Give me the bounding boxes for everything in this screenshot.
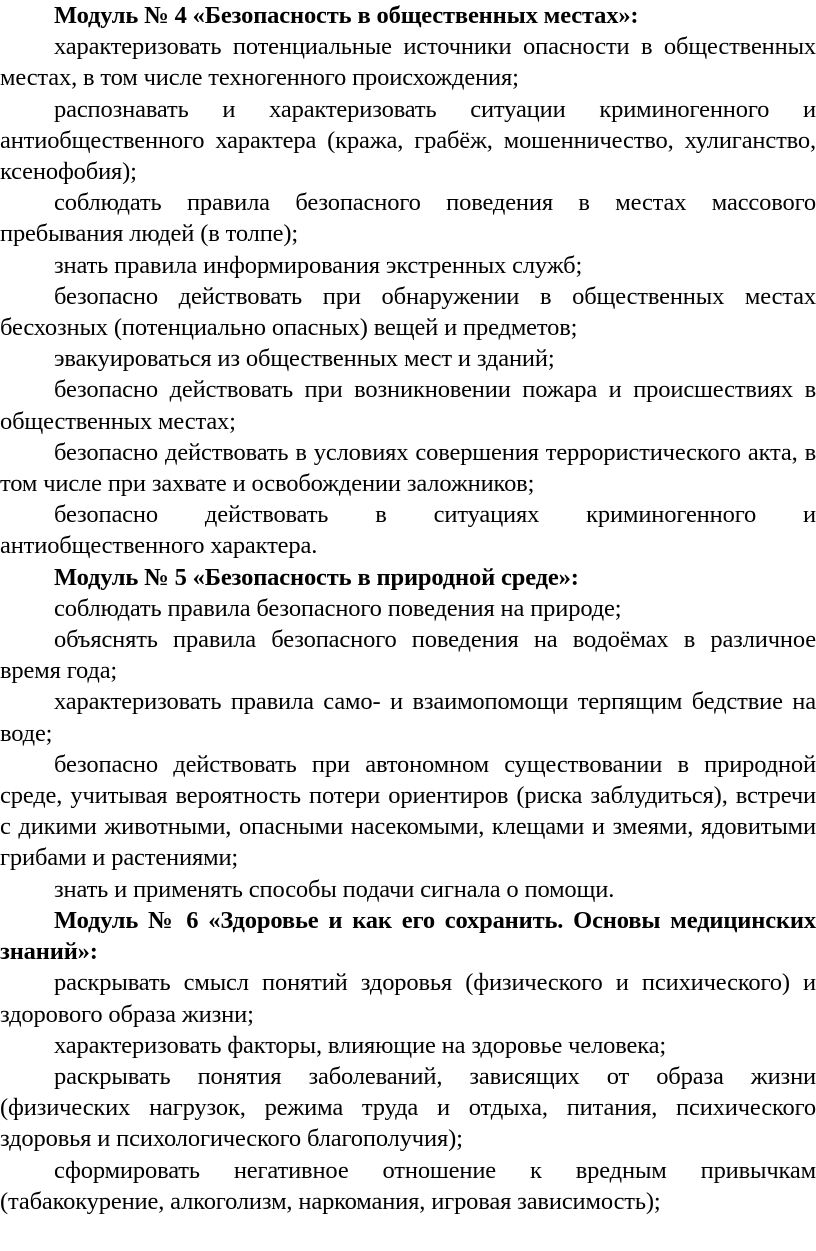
list-item: безопасно действовать в ситуациях криминогенного и антиобщественного характера. bbox=[0, 501, 816, 560]
list-item: соблюдать правила безопасного поведения на природе; bbox=[54, 594, 622, 622]
list-item: объяснять правила безопасного поведения на водоёмах в различное время года; bbox=[0, 626, 816, 685]
list-item: безопасно действовать в условиях совершения террористического акта, в том числе при захвате и освобождении заложников; bbox=[0, 438, 816, 498]
list-item: характеризовать потенциальные источники опасности в общественных местах, в том числе техногенного происхождения; bbox=[0, 33, 816, 92]
list-item: раскрывать смысл понятий здоровья (физического и психического) и здорового образа жизни; bbox=[0, 969, 816, 1028]
list-item: знать и применять способы подачи сигнала о помощи. bbox=[54, 875, 615, 903]
module-heading: Модуль № 5 «Безопасность в природной среде»: bbox=[54, 563, 579, 591]
list-item: распознавать и характеризовать ситуации криминогенного и антиобщественного характера (кража, грабёж, мошенничество, хулиганство, ксенофобия); bbox=[0, 95, 816, 186]
list-item: безопасно действовать при возникновении пожара и происшествиях в общественных местах; bbox=[0, 376, 816, 435]
module-heading: Модуль № 4 «Безопасность в общественных местах»: bbox=[54, 2, 639, 29]
list-item: безопасно действовать при обнаружении в общественных местах бесхозных (потенциально опасных) вещей и предметов; bbox=[0, 282, 816, 342]
list-item: эвакуироваться из общественных мест и зданий; bbox=[54, 345, 555, 373]
list-item: соблюдать правила безопасного поведения в местах массового пребывания людей (в толпе); bbox=[0, 189, 816, 248]
list-item: характеризовать факторы, влияющие на здоровье человека; bbox=[54, 1031, 667, 1059]
list-item: сформировать негативное отношение к вредным привычкам (табакокурение, алкоголизм, наркомания, игровая зависимость); bbox=[0, 1156, 816, 1215]
list-item: безопасно действовать при автономном существовании в природной среде, учитывая вероятность потери ориентиров (риска заблудиться), встречи с дикими животными, опасными насекомыми, клещами и змеями, ядовитыми грибами и растениями; bbox=[0, 750, 816, 872]
module-heading: Модуль № 6 «Здоровье и как его сохранить. Основы медицинских знаний»: bbox=[0, 906, 816, 966]
list-item: характеризовать правила само- и взаимопомощи терпящим бедствие на воде; bbox=[0, 688, 816, 747]
list-item: раскрывать понятия заболеваний, зависящих от образа жизни (физических нагрузок, режима труда и отдыха, питания, психического здоровья и психологического благополучия); bbox=[0, 1062, 816, 1153]
list-item: знать правила информирования экстренных служб; bbox=[54, 251, 583, 279]
